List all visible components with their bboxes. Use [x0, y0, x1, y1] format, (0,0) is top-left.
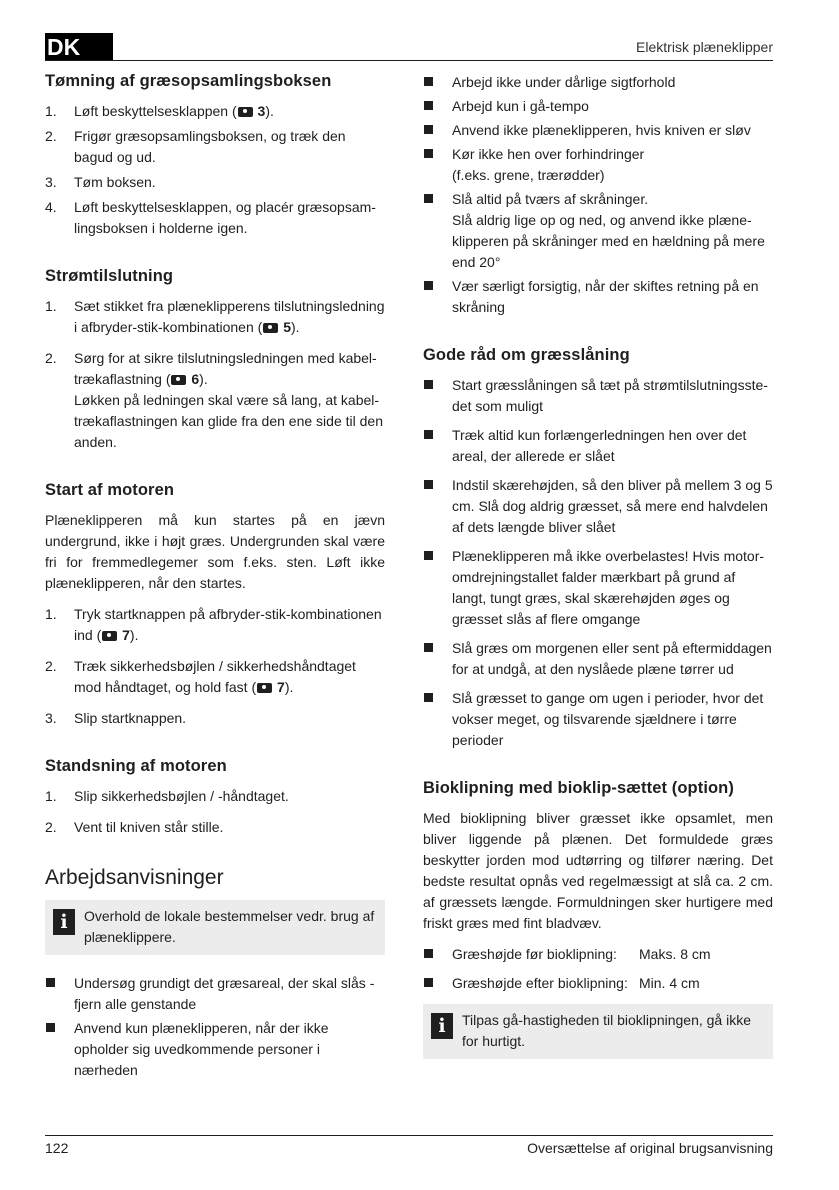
- section-mowing-tips: [423, 346, 773, 751]
- list-item: Vær særligt forsigtig, når der skiftes retning på en skråning: [423, 276, 773, 318]
- list-item: Slå græs om morgenen eller sent på eftermiddagen for at undgå, at den nyslåede plæne tørrer ud: [423, 638, 773, 680]
- list-item: [45, 126, 385, 168]
- step-number: 3.: [45, 174, 57, 190]
- section-heading: Strømtilslutning: [45, 267, 174, 285]
- info-text: Overhold de lokale bestemmelser vedr. brug af plæneklippere.: [84, 908, 375, 945]
- section-paragraph: Med bioklipning bliver græsset ikke opsamlet, men bliver liggende på plænen. Det formuldede græs beskytter jorden mod udtørring og tilfører næring. Det bedste resultat opnås ved regelmæssigt at slå ca. 2 cm. af græssets længde. Formuldningen sker hurtigere med friskt græs med fint bladvæv.: [423, 810, 773, 931]
- list-item: Indstil skærehøjden, så den bliver på mellem 3 og 5 cm. Slå dog aldrig græsset, så mere end halvdelen af dets længde bliver slået: [423, 475, 773, 538]
- step-text: Sæt stikket fra plæneklipperens tilslutningsledning i afbryder-stik-kombinationen ( 5).: [74, 298, 385, 335]
- page-header: [45, 32, 773, 61]
- section-work-continued: [423, 72, 773, 318]
- figure-ref: 7: [277, 679, 285, 695]
- list-item: Arbejd ikke under dårlige sigtforhold: [423, 72, 773, 93]
- step-number: 3.: [45, 710, 57, 726]
- bullet-list: [45, 973, 385, 1081]
- info-box: [423, 1004, 773, 1059]
- step-text: Løft beskyttelsesklappen ( 3).: [74, 103, 274, 119]
- square-bullet-icon: [423, 944, 452, 965]
- step-text: Løft beskyttelsesklappen, og placér græsopsamlingsboksen i holderne igen.: [74, 199, 376, 236]
- list-item: [45, 708, 385, 729]
- bullet-list: [423, 72, 773, 318]
- list-item: Undersøg grundigt det græsareal, der skal slås - fjern alle genstande: [45, 973, 385, 1015]
- language-badge: DK: [45, 33, 113, 60]
- section-paragraph: Plæneklipperen må kun startes på en jævn undergrund, ikke i højt græs. Undergrunden skal være fri for fremmedlegemer som f.eks. sten. Løft ikke plæneklipperen, når den startes.: [45, 512, 385, 591]
- list-item: Kør ikke hen over forhindringer (f.eks. grene, trærødder): [423, 144, 773, 186]
- square-bullet-icon: [423, 688, 452, 751]
- step-text: Slip sikkerhedsbøjlen / -håndtaget.: [74, 788, 289, 804]
- step-number: 1.: [45, 103, 57, 119]
- list-item: [423, 944, 773, 965]
- section-heading: Gode råd om græsslåning: [423, 346, 630, 364]
- section-heading: Start af motoren: [45, 481, 175, 499]
- spec-value: Maks. 8 cm: [639, 946, 711, 962]
- right-column: [423, 72, 773, 1077]
- spec-value: Min. 4 cm: [639, 975, 700, 991]
- figure-ref: 5: [283, 319, 291, 335]
- info-text: Tilpas gå-hastigheden til bioklipningen, gå ikke for hurtigt.: [462, 1012, 751, 1049]
- list-item: [423, 973, 773, 994]
- camera-icon: [171, 375, 186, 385]
- spec-label: Græshøjde efter bioklipning:: [452, 975, 628, 991]
- step-list: [45, 296, 385, 453]
- info-icon: i: [53, 909, 75, 935]
- step-text: Vent til kniven står stille.: [74, 819, 224, 835]
- list-item: [45, 604, 385, 646]
- camera-icon: [263, 323, 278, 333]
- square-bullet-icon: [423, 638, 452, 680]
- page-number: 122: [45, 1140, 69, 1156]
- step-text: Tryk startknappen på afbryder-stik-kombinationen ind ( 7).: [74, 606, 382, 643]
- square-bullet-icon: [423, 120, 452, 141]
- step-list: [45, 786, 385, 838]
- step-list: [45, 604, 385, 729]
- figure-ref: 6: [191, 371, 200, 387]
- step-number: 1.: [45, 606, 57, 622]
- document-title: Elektrisk plæneklipper: [636, 39, 773, 55]
- list-item: [45, 101, 385, 122]
- square-bullet-icon: [423, 475, 452, 538]
- list-item: [45, 656, 385, 698]
- section-heading: Bioklipning med bioklip-sættet (option): [423, 779, 734, 797]
- step-text: Slip startknappen.: [74, 710, 187, 726]
- footer-note: Oversættelse af original brugsanvisning: [527, 1140, 773, 1156]
- section-start: [45, 481, 385, 729]
- list-item: [45, 786, 385, 807]
- list-item: [45, 172, 385, 193]
- step-number: 2.: [45, 658, 57, 674]
- section-power: [45, 267, 385, 453]
- square-bullet-icon: [423, 189, 452, 273]
- spec-list: [423, 944, 773, 994]
- section-stop: [45, 757, 385, 838]
- page-footer: [45, 1135, 773, 1156]
- section-mulching: [423, 779, 773, 1059]
- step-text: Træk sikkerhedsbøjlen / sikkerhedshåndtaget mod håndtaget, og hold fast ( 7).: [74, 658, 356, 695]
- step-number: 2.: [45, 128, 57, 144]
- list-item: [45, 348, 385, 453]
- list-item: [45, 197, 385, 239]
- square-bullet-icon: [423, 144, 452, 186]
- step-text: Tøm boksen.: [74, 174, 156, 190]
- list-item: Anvend ikke plæneklipperen, hvis kniven er sløv: [423, 120, 773, 141]
- list-item: Slå altid på tværs af skråninger. Slå aldrig lige op og ned, og anvend ikke plæneklipperen på skråninger med en hældning på mere end 20°: [423, 189, 773, 273]
- info-box: [45, 900, 385, 955]
- step-list: [45, 101, 385, 239]
- square-bullet-icon: [423, 96, 452, 117]
- camera-icon: [238, 107, 253, 117]
- list-item: Træk altid kun forlængerledningen hen over det areal, der allerede er slået: [423, 425, 773, 467]
- step-number: 2.: [45, 819, 57, 835]
- list-item: [45, 296, 385, 338]
- step-note: Løkken på ledningen skal være så lang, at kabeltrækaflastningen kan glide fra den ene side til den anden.: [74, 392, 383, 450]
- figure-ref: 7: [122, 627, 130, 643]
- list-item: Slå græsset to gange om ugen i perioder, hvor det vokser meget, og tilsvarende sjældnere i tørre perioder: [423, 688, 773, 751]
- section-heading: Standsning af motoren: [45, 757, 227, 775]
- left-column: [45, 72, 385, 1084]
- bullet-list: [423, 375, 773, 751]
- square-bullet-icon: [423, 375, 452, 417]
- section-heading: Tømning af græsopsamlingsboksen: [45, 72, 332, 90]
- step-number: 4.: [45, 199, 57, 215]
- chapter-heading: Arbejdsanvisninger: [45, 866, 224, 889]
- list-item: [45, 817, 385, 838]
- step-number: 1.: [45, 298, 57, 314]
- square-bullet-icon: [423, 973, 452, 994]
- square-bullet-icon: [423, 72, 452, 93]
- section-emptying: [45, 72, 385, 239]
- list-item: Arbejd kun i gå-tempo: [423, 96, 773, 117]
- spec-label: Græshøjde før bioklipning:: [452, 946, 617, 962]
- step-text: Frigør græsopsamlingsboksen, og træk den bagud og ud.: [74, 128, 346, 165]
- step-number: 1.: [45, 788, 57, 804]
- square-bullet-icon: [45, 973, 74, 1015]
- list-item: Start græsslåningen så tæt på strømtilslutningsstedet som muligt: [423, 375, 773, 417]
- square-bullet-icon: [423, 546, 452, 630]
- square-bullet-icon: [423, 276, 452, 318]
- list-item: Anvend kun plæneklipperen, når der ikke opholder sig uvedkommende personer i nærheden: [45, 1018, 385, 1081]
- section-work-instructions: [45, 866, 385, 1081]
- step-number: 2.: [45, 350, 57, 366]
- list-item: Plæneklipperen må ikke overbelastes! Hvis motoromdrejningstallet falder mærkbart på grund af langt, tungt græs, skal skærehøjden øges og græsset slås af flere omgange: [423, 546, 773, 630]
- square-bullet-icon: [45, 1018, 74, 1081]
- camera-icon: [102, 631, 117, 641]
- info-icon: i: [431, 1013, 453, 1039]
- camera-icon: [257, 683, 272, 693]
- square-bullet-icon: [423, 425, 452, 467]
- figure-ref: 3: [257, 103, 266, 119]
- step-text: Sørg for at sikre tilslutningsledningen med kabeltrækaflastning ( 6). Løkken på ledningen skal være så lang, at kabeltrækaflastningen kan glide fra den ene side til den anden.: [74, 350, 383, 450]
